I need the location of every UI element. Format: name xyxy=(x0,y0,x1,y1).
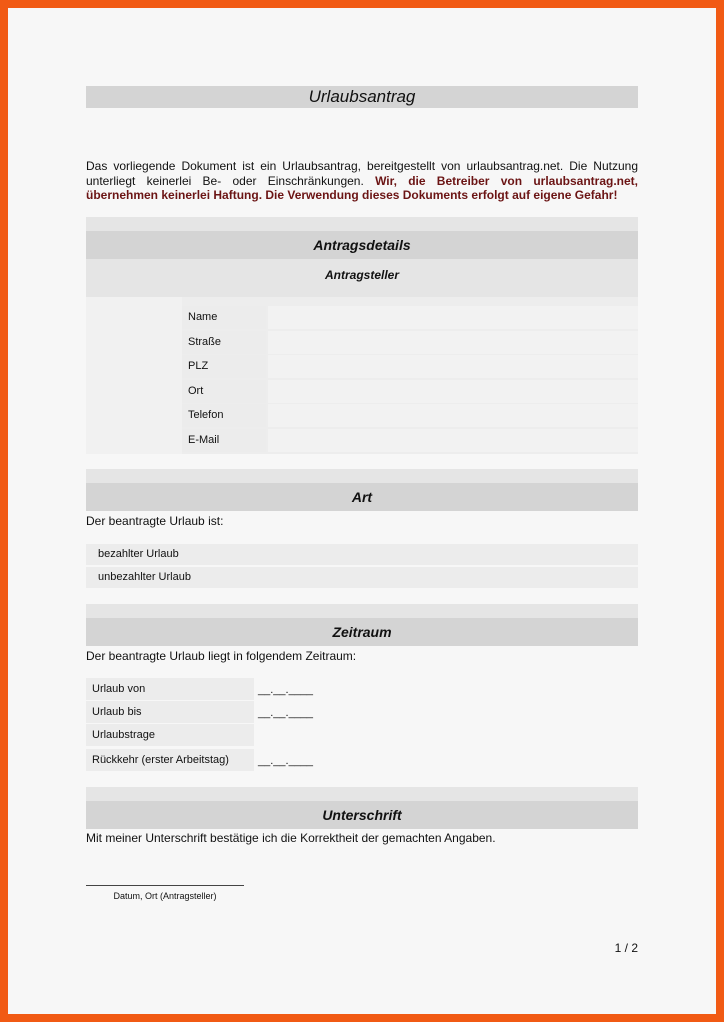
option-bezahlter-urlaub[interactable]: bezahlter Urlaub xyxy=(86,544,638,565)
applicant-left-margin xyxy=(86,297,182,454)
applicant-field-label: Telefon xyxy=(182,404,266,427)
unterschrift-intro: Mit meiner Unterschrift bestätige ich die Korrektheit der gemachten Angaben. xyxy=(86,831,496,845)
signature-caption: Datum, Ort (Antragsteller) xyxy=(113,891,217,901)
urlaubstage-label: Urlaubstrage xyxy=(86,724,254,746)
applicant-field-label: Ort xyxy=(182,380,266,403)
applicant-field-input[interactable] xyxy=(268,306,638,329)
urlaub-von-label: Urlaub von xyxy=(86,678,254,700)
applicant-field-label: E-Mail xyxy=(182,429,266,452)
page-number: 1 / 2 xyxy=(614,941,638,955)
rueckkehr-field[interactable]: __.__.____ xyxy=(258,755,314,767)
art-intro: Der beantragte Urlaub ist: xyxy=(86,514,224,528)
section-unterschrift-heading: Unterschrift xyxy=(86,801,638,829)
applicant-field-label: PLZ xyxy=(182,355,266,378)
section-art-heading: Art xyxy=(86,483,638,511)
urlaubstage-field[interactable] xyxy=(258,724,378,746)
art-top-strip xyxy=(86,469,638,483)
urlaub-bis-label: Urlaub bis xyxy=(86,701,254,723)
urlaub-bis-field[interactable]: __.__.____ xyxy=(258,707,314,719)
applicant-field-label: Name xyxy=(182,306,266,329)
applicant-field-label: Straße xyxy=(182,331,266,354)
urlaub-von-field[interactable]: __.__.____ xyxy=(258,684,314,696)
section-top-strip xyxy=(86,217,638,231)
applicant-field-input[interactable] xyxy=(268,380,638,403)
rueckkehr-label: Rückkehr (erster Arbeitstag) xyxy=(86,749,254,771)
applicant-field-input[interactable] xyxy=(268,404,638,427)
applicant-field-input[interactable] xyxy=(268,331,638,354)
option-unbezahlter-urlaub[interactable]: unbezahlter Urlaub xyxy=(86,567,638,588)
intro-paragraph xyxy=(86,159,638,203)
unterschrift-top-strip xyxy=(86,787,638,801)
zeitraum-top-strip xyxy=(86,604,638,618)
applicant-field-input[interactable] xyxy=(268,355,638,378)
intro-text: Das vorliegende Dokument ist ein Urlaubsantrag, bereitgestellt von urlaubsantrag.net. Die Nutzung unterliegt keinerlei Be- oder Einschränkungen. xyxy=(86,159,638,188)
zeitraum-intro: Der beantragte Urlaub liegt in folgendem Zeitraum: xyxy=(86,649,357,663)
intro-warning: Wir, die Betreiber von urlaubsantrag.net, übernehmen keinerlei Haftung. Die Verwendung dieses Dokuments erfolgt auf eigene Gefahr! xyxy=(86,173,638,202)
document-page xyxy=(8,8,716,1014)
signature-line[interactable] xyxy=(86,885,244,886)
applicant-field-input[interactable] xyxy=(268,429,638,452)
document-title: Urlaubsantrag xyxy=(86,86,638,108)
section-zeitraum-heading: Zeitraum xyxy=(86,618,638,646)
section-antragsdetails-heading: Antragsdetails xyxy=(86,231,638,259)
antragsteller-subheading: Antragsteller xyxy=(324,268,400,282)
